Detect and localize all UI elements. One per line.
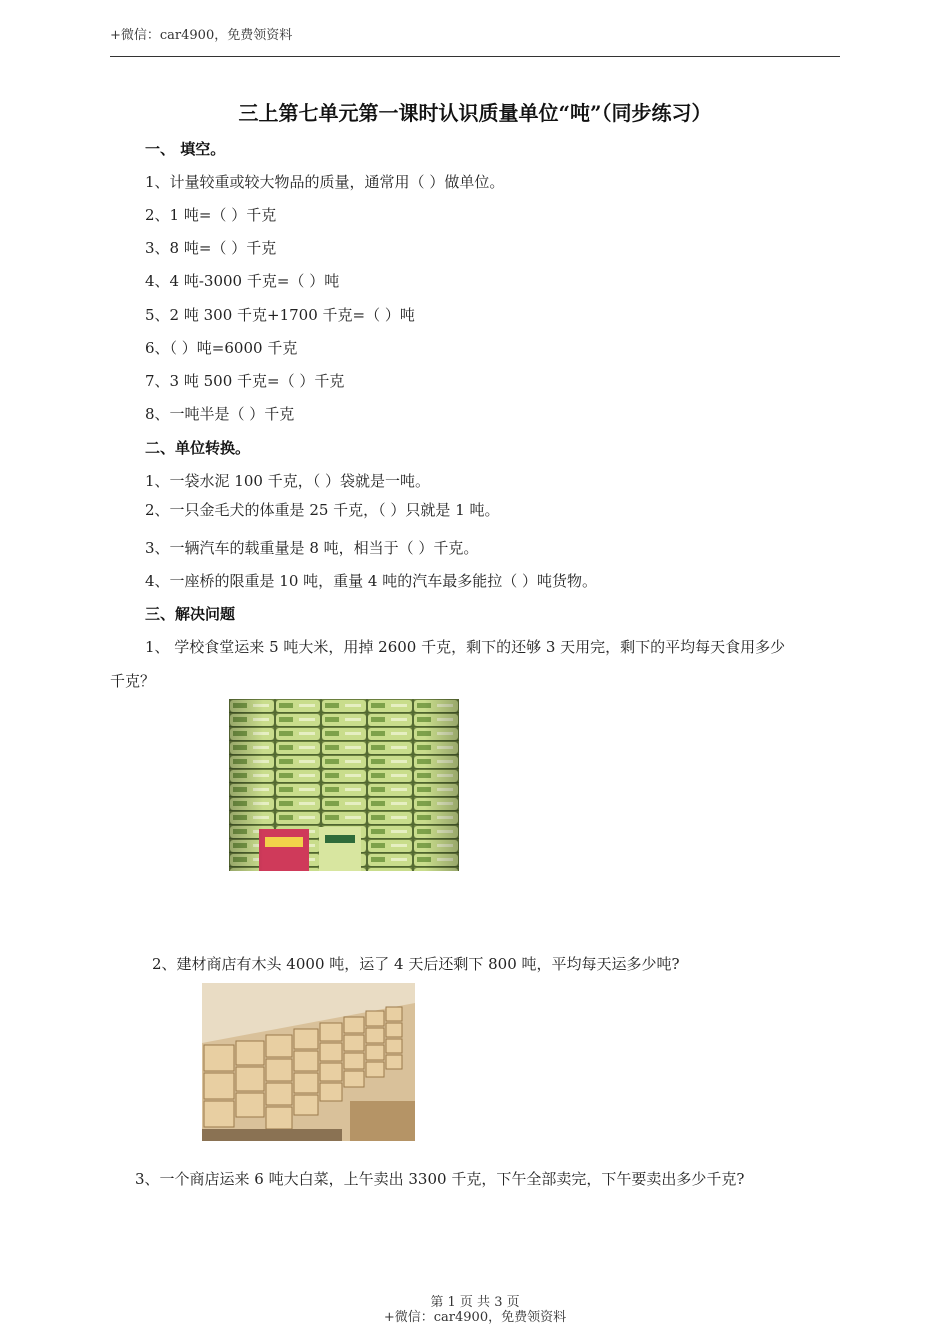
question-item: 8、一吨半是（ ）千克 bbox=[145, 405, 295, 423]
question-item: 4、4 吨-3000 千克=（ ）吨 bbox=[145, 272, 340, 290]
footer-note: +微信：car4900，免费领资料 bbox=[383, 1310, 567, 1325]
header-note: +微信：car4900，免费领资料 bbox=[110, 28, 293, 43]
word-problem: 2、建材商店有木头 4000 吨，运了 4 天后还剩下 800 吨，平均每天运多少吨? bbox=[152, 955, 680, 973]
section-heading-problems: 三、解决问题 bbox=[145, 605, 236, 623]
question-item: 1、一袋水泥 100 千克，（ ）袋就是一吨。 bbox=[145, 472, 430, 490]
question-item: 7、3 吨 500 千克=（ ）千克 bbox=[145, 372, 345, 390]
rice-sacks-image bbox=[229, 699, 459, 871]
lumber-stack-image bbox=[202, 983, 415, 1141]
question-item: 6、（ ）吨=6000 千克 bbox=[145, 339, 298, 357]
question-item: 5、2 吨 300 千克+1700 千克=（ ）吨 bbox=[145, 306, 415, 324]
page-number: 第 1 页 共 3 页 bbox=[430, 1295, 520, 1310]
question-item: 4、一座桥的限重是 10 吨，重量 4 吨的汽车最多能拉（ ）吨货物。 bbox=[145, 572, 598, 590]
question-item: 3、一辆汽车的载重量是 8 吨，相当于（ ）千克。 bbox=[145, 539, 479, 557]
question-item: 2、1 吨=（ ）千克 bbox=[145, 206, 277, 224]
word-problem: 3、一个商店运来 6 吨大白菜，上午卖出 3300 千克，下午全部卖完，下午要卖出多少千克? bbox=[135, 1170, 745, 1188]
header-divider bbox=[110, 56, 840, 57]
question-item: 3、8 吨=（ ）千克 bbox=[145, 239, 277, 257]
page-title: 三上第七单元第一课时认识质量单位“吨”（同步练习） bbox=[238, 101, 712, 125]
word-problem: 1、 学校食堂运来 5 吨大米，用掉 2600 千克，剩下的还够 3 天用完，剩下的平均每天食用多少 bbox=[145, 638, 786, 656]
question-item: 2、一只金毛犬的体重是 25 千克，（ ）只就是 1 吨。 bbox=[145, 501, 500, 519]
question-item: 1、计量较重或较大物品的质量，通常用（ ）做单位。 bbox=[145, 173, 505, 191]
section-heading-unit-conversion: 二、单位转换。 bbox=[145, 439, 251, 457]
word-problem-continuation: 千克？ bbox=[110, 672, 156, 690]
section-heading-fill-blank: 一、 填空。 bbox=[145, 140, 226, 158]
